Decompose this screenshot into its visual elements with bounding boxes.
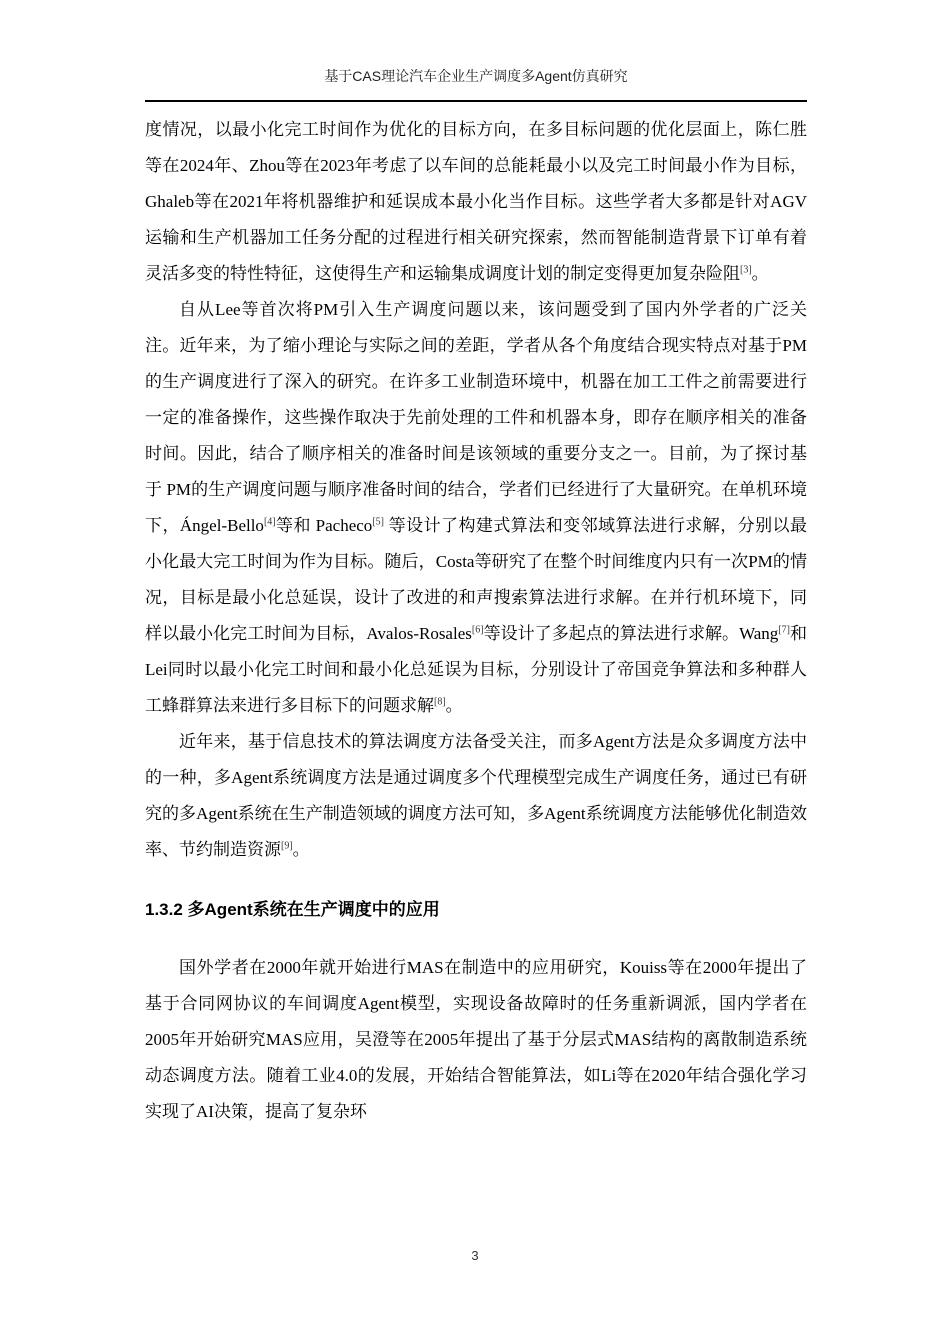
paragraph-end: 。: [445, 696, 463, 715]
paragraph-end: 。: [292, 840, 310, 859]
paragraph: [145, 724, 807, 868]
citation: [6]: [471, 624, 484, 636]
citation: [5]: [372, 516, 384, 528]
citation: [9]: [281, 840, 293, 852]
page-number: 3: [471, 1248, 479, 1263]
paragraph-text: 国外学者在2000年就开始进行MAS在制造中的应用研究，Kouiss等在2000年提出了基于合同网协议的车间调度Agent模型，实现设备故障时的任务重新调派，国内学者在2005年开始研究MAS应用，吴澄等在2005年提出了基于分层式MAS结构的离散制造系统动态调度方法。随着工业4.0的发展，开始结合智能算法，如Li等在2020年结合强化学习实现了AI决策，提高了复杂环: [145, 958, 807, 1121]
paragraph-text: 自从Lee等首次将PM引入生产调度问题以来，该问题受到了国内外学者的广泛关注。近年来，为了缩小理论与实际之间的差距，学者从各个角度结合现实特点对基于PM的生产调度进行了深入的研究。在许多工业制造环境中，机器在加工工件之前需要进行一定的准备操作，这些操作取决于先前处理的工件和机器本身，即存在顺序相关的准备时间。因此，结合了顺序相关的准备时间是该领域的重要分支之一。目前，为了探讨基于 PM的生产调度问题与顺序准备时间的结合，学者们已经进行了大量研究。在单机环境下，Ángel-Bello: [145, 300, 807, 535]
paragraph-text: 度情况，以最小化完工时间作为优化的目标方向，在多目标问题的优化层面上，陈仁胜等在2024年、Zhou等在2023年考虑了以车间的总能耗最小以及完工时间最小作为目标，Ghaleb等在2021年将机器维护和延误成本最小化当作目标。这些学者大多都是针对AGV运输和生产机器加工任务分配的过程进行相关研究探索，然而智能制造背景下订单有着灵活多变的特性特征，这使得生产和运输集成调度计划的制定变得更加复杂险阻: [145, 120, 807, 283]
paragraph-text: 近年来，基于信息技术的算法调度方法备受关注，而多Agent方法是众多调度方法中的一种，多Agent系统调度方法是通过调度多个代理模型完成生产调度任务，通过已有研究的多Agent系统在生产制造领域的调度方法可知，多Agent系统调度方法能够优化制造效率、节约制造资源: [145, 732, 807, 859]
header-rule: [145, 100, 807, 102]
paragraph-text: 等和 Pacheco: [275, 516, 373, 535]
citation: [4]: [263, 516, 276, 528]
paragraph-text: 等设计了构建式算法和变邻域算法进行求解，分别以最小化最大完工时间为作为目标。随后，Costa等研究了在整个时间维度内只有一次PM的情况，目标是最小化总延误，设计了改进的和声搜索算法进行求解。在并行机环境下，同样以最小化完工时间为目标，Avalos-Rosales: [145, 516, 807, 643]
citation: [8]: [434, 696, 446, 708]
citation: [3]: [740, 264, 752, 276]
paragraph-text: 和 Lei同时以最小化完工时间和最小化总延误为目标，分别设计了帝国竞争算法和多种群人工蜂群算法来进行多目标下的问题求解: [145, 624, 808, 715]
paragraph-text: 等设计了多起点的算法进行求解。Wang: [483, 624, 779, 643]
running-header: 基于CAS理论汽车企业生产调度多Agent仿真研究: [324, 68, 628, 84]
paragraph: [145, 950, 807, 1130]
section-heading: 1.3.2 多Agent系统在生产调度中的应用: [145, 900, 440, 919]
paragraph-end: 。: [751, 264, 769, 283]
body-content: [145, 112, 807, 1130]
citation: [7]: [778, 624, 790, 636]
paragraph-continued: [145, 112, 807, 292]
paragraph: [145, 292, 807, 724]
